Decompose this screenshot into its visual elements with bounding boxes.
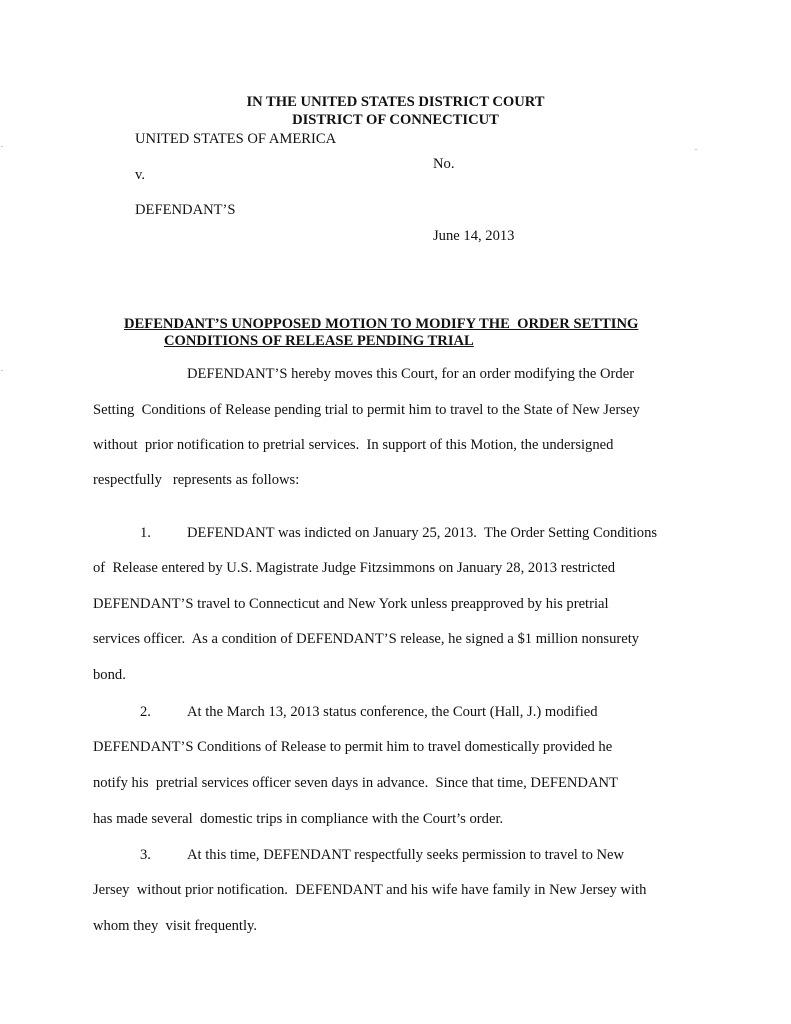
paragraph-line: At this time, DEFENDANT respectfully seeks permission to travel to New <box>187 847 625 863</box>
margin-mark <box>1 146 3 147</box>
paragraph-number: 3. <box>140 847 151 863</box>
paragraph-line: has made several domestic trips in compliance with the Court’s order. <box>93 811 504 827</box>
paragraph-line: Jersey without prior notification. DEFENDANT and his wife have family in New Jersey with <box>93 882 647 898</box>
motion-title-line-2: CONDITIONS OF RELEASE PENDING TRIAL <box>164 333 474 349</box>
paragraph-number: 1. <box>140 525 151 541</box>
paragraph-line: whom they visit frequently. <box>93 918 258 934</box>
court-district: DISTRICT OF CONNECTICUT <box>292 112 499 128</box>
paragraph-line: DEFENDANT was indicted on January 25, 2013. The Order Setting Conditions <box>187 525 658 541</box>
court-name: IN THE UNITED STATES DISTRICT COURT <box>246 94 545 110</box>
plaintiff-name: UNITED STATES OF AMERICA <box>135 131 337 147</box>
paragraph-line: bond. <box>93 667 126 683</box>
defendant-name: DEFENDANT’S <box>135 202 236 218</box>
intro-line: respectfully represents as follows: <box>93 472 300 488</box>
motion-title-line-1: DEFENDANT’S UNOPPOSED MOTION TO MODIFY THE ORDER SETTING <box>124 316 639 332</box>
paragraph-number: 2. <box>140 704 151 720</box>
margin-mark <box>1 370 3 371</box>
paragraph-line: DEFENDANT’S travel to Connecticut and New York unless preapproved by his pretrial <box>93 596 609 612</box>
paragraph-line: DEFENDANT’S Conditions of Release to permit him to travel domestically provided he <box>93 739 613 755</box>
margin-mark <box>695 149 697 150</box>
versus-label: v. <box>135 167 145 183</box>
paragraph-line: of Release entered by U.S. Magistrate Judge Fitzsimmons on January 28, 2013 restricted <box>93 560 616 576</box>
intro-line: Setting Conditions of Release pending trial to permit him to travel to the State of New Jersey <box>93 402 640 418</box>
intro-line: without prior notification to pretrial services. In support of this Motion, the undersigned <box>93 437 614 453</box>
paragraph-line: notify his pretrial services officer seven days in advance. Since that time, DEFENDANT <box>93 775 618 791</box>
paragraph-line: At the March 13, 2013 status conference, the Court (Hall, J.) modified <box>187 704 598 720</box>
intro-line: DEFENDANT’S hereby moves this Court, for an order modifying the Order <box>187 366 635 382</box>
filing-date: June 14, 2013 <box>433 228 515 244</box>
case-number-label: No. <box>433 156 455 172</box>
paragraph-line: services officer. As a condition of DEFENDANT’S release, he signed a $1 million nonsurety <box>93 631 640 647</box>
